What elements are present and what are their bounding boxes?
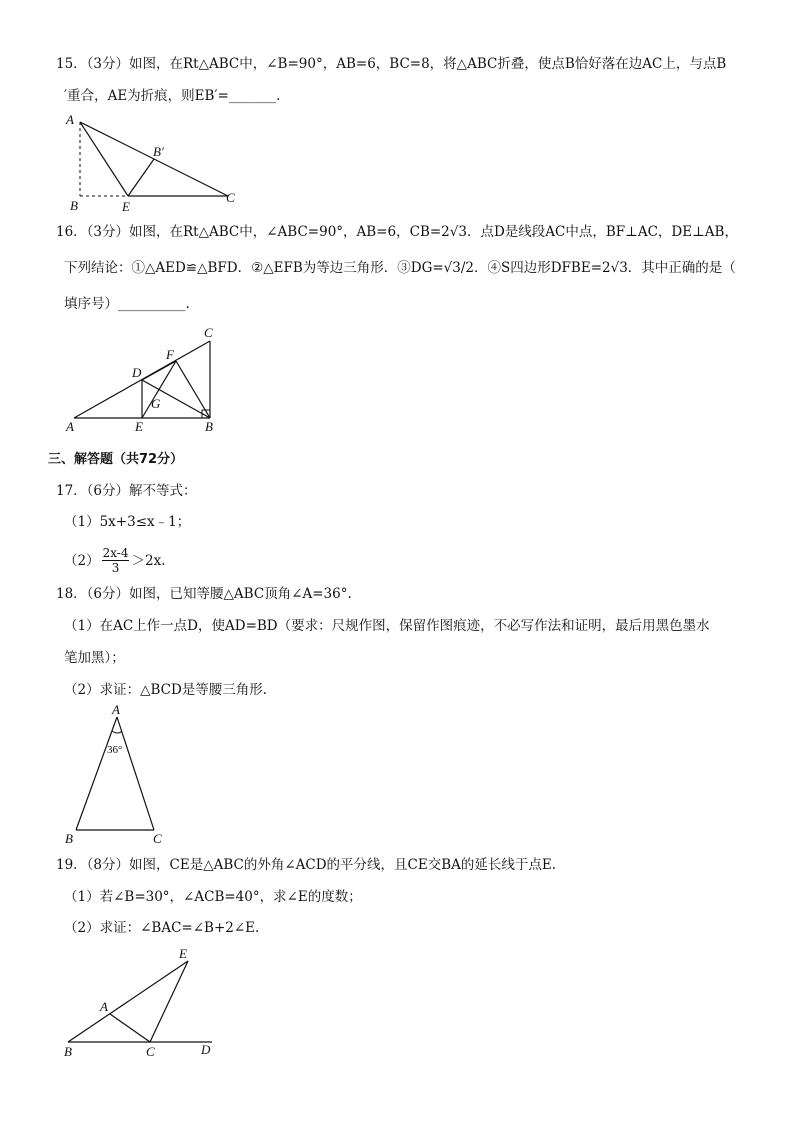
q16-line2: 下列结论：①△AED≌△BFD．②△EFB为等边三角形．③DG=√3/2．④S四边形DFBE=2√3．其中正确的是（ — [64, 260, 736, 276]
q15-line2: ′重合，AE为折痕，则EB′=_______. — [64, 88, 281, 104]
q17-fraction — [102, 546, 130, 575]
q15-label-e: E — [122, 199, 130, 214]
q17-part2 — [64, 546, 165, 575]
q19-label-d: D — [201, 1042, 211, 1057]
q16-label-a: A — [66, 419, 74, 434]
q17-fraction-denominator: 3 — [111, 561, 120, 575]
q19-label-c: C — [146, 1044, 155, 1059]
q15-eb-prime — [128, 159, 154, 196]
q19-part2: （2）求证：∠BAC=∠B+2∠E. — [64, 920, 260, 936]
q16-line3: 填序号）__________. — [64, 296, 190, 312]
q18-part1-line2: 笔加黑）； — [64, 650, 125, 666]
q16-segment-bf — [176, 361, 210, 418]
q18-label-a: A — [112, 702, 120, 717]
q19-label-a: A — [100, 999, 108, 1014]
q16-label-b: B — [205, 419, 213, 434]
q16-figure — [62, 325, 227, 435]
q18-label-b: B — [65, 831, 73, 846]
q16-label-e: E — [135, 419, 143, 434]
q16-label-g: G — [151, 396, 161, 411]
section-3-heading: 三、解答题（共72分） — [48, 452, 184, 467]
q19-title: 19．（8分）如图，CE是△ABC的外角∠ACD的平分线，且CE交BA的延长线于点E. — [56, 857, 557, 873]
q16-label-c: C — [204, 325, 213, 340]
q17-fraction-numerator: 2x-4 — [102, 546, 129, 560]
q15-figure — [64, 110, 244, 215]
q15-label-a: A — [66, 112, 74, 127]
q17-part1: （1）5x+3≤x﹣1； — [64, 514, 191, 530]
q15-fold-ae — [80, 122, 128, 196]
q16-label-f: F — [166, 347, 174, 362]
q18-angle-arc — [112, 731, 122, 733]
q15-line1: 15．（3分）如图，在Rt△ABC中，∠B=90°，AB=6，BC=8，将△ABC折叠，使点B恰好落在边AC上，与点B — [56, 56, 727, 72]
q19-label-e: E — [179, 946, 187, 961]
q16-line1: 16．（3分）如图，在Rt△ABC中，∠ABC=90°，AB=6，CB=2√3．点D是线段AC中点，BF⊥AC，DE⊥AB， — [56, 224, 738, 240]
q18-part2: （2）求证：△BCD是等腰三角形. — [64, 682, 268, 698]
q18-side-ac — [117, 717, 154, 830]
q19-figure — [60, 945, 225, 1060]
q17-part2-label: （2） — [64, 552, 100, 569]
q18-part1-line1: （1）在AC上作一点D，使AD=BD（要求：尺规作图，保留作图痕迹，不必写作法和证明，最后用黑色墨水 — [64, 618, 710, 634]
q15-label-c: C — [226, 190, 235, 205]
q19-segment-ac — [110, 1014, 150, 1042]
q18-figure — [62, 703, 172, 848]
q17-part2-rest: ＞2x. — [131, 552, 166, 569]
q17-title: 17．（6分）解不等式： — [56, 483, 197, 499]
q18-label-c: C — [153, 831, 162, 846]
q18-title: 18．（6分）如图，已知等腰△ABC顶角∠A=36°. — [56, 586, 352, 602]
q18-side-ab — [76, 717, 117, 830]
q16-label-d: D — [132, 365, 142, 380]
q18-angle-label: 36° — [107, 744, 123, 756]
q19-line-be — [68, 961, 188, 1042]
q15-label-b: B — [70, 198, 78, 213]
q19-label-b: B — [64, 1044, 72, 1059]
q19-part1: （1）若∠B=30°，∠ACB=40°，求∠E的度数； — [64, 889, 362, 905]
q15-label-bprime: B′ — [153, 144, 164, 159]
